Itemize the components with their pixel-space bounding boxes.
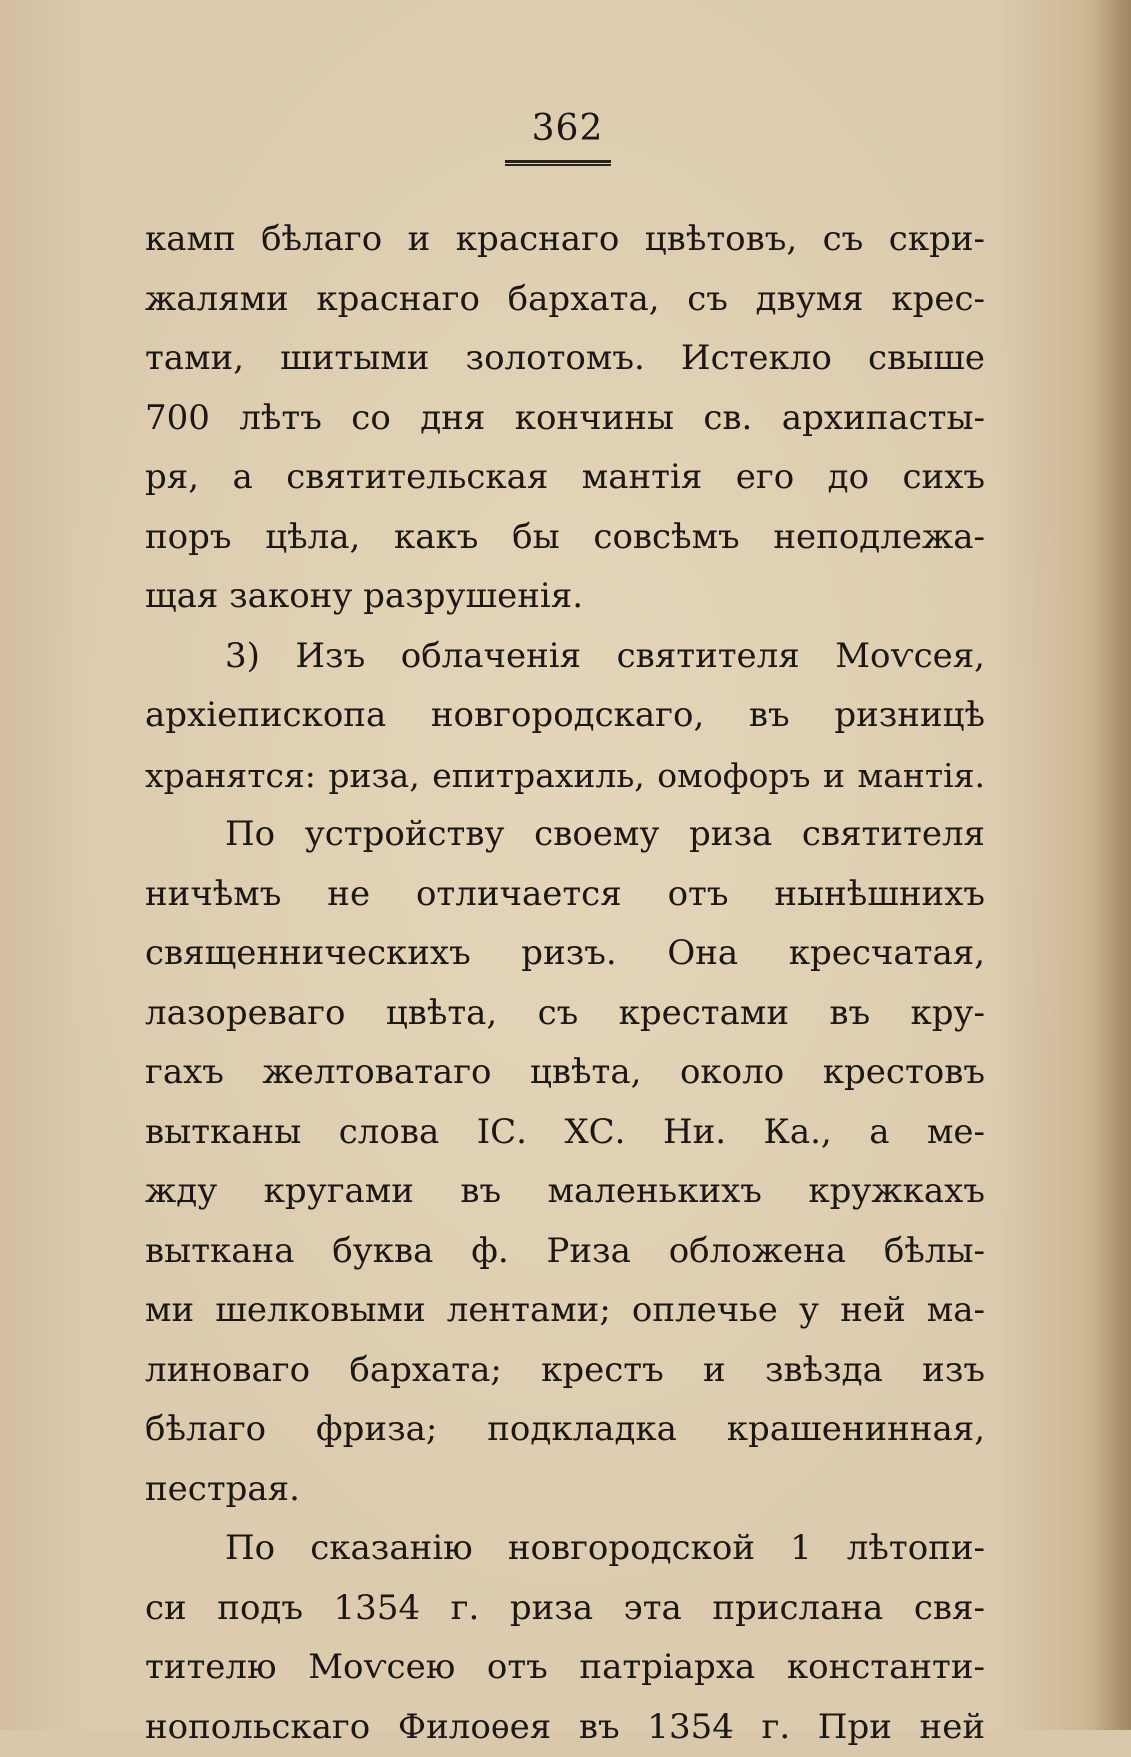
text-line: тителю Моѵсею отъ патріарха константи-	[145, 1638, 985, 1698]
text-line: 700 лѣтъ со дня кончины св. архипасты-	[145, 389, 985, 449]
text-line: По сказанію новгородской 1 лѣтопи-	[145, 1519, 985, 1579]
page-number-text: 362	[532, 108, 604, 149]
text-line: ничѣмъ не отличается отъ нынѣшнихъ	[145, 865, 985, 925]
text-line: бѣлаго фриза; подкладка крашенинная,	[145, 1400, 985, 1460]
text-line: 3) Изъ облаченія святителя Моѵсея,	[145, 627, 985, 687]
page-number	[0, 108, 1131, 149]
text-line: жду кругами въ маленькихъ кружкахъ	[145, 1162, 985, 1222]
text-line: пестрая.	[145, 1460, 985, 1520]
page-text-body	[145, 210, 985, 1757]
text-line: линоваго бархата; крестъ и звѣзда изъ	[145, 1341, 985, 1401]
page-edge-shadow	[1093, 0, 1131, 1730]
text-line: вытканы слова ІС. ХС. Ни. Ка., а ме-	[145, 1103, 985, 1163]
text-line: архіепископа новгородскаго, въ ризницѣ	[145, 686, 985, 746]
text-line: поръ цѣла, какъ бы совсѣмъ неподлежа-	[145, 508, 985, 568]
text-line: ми шелковыми лентами; оплечье у ней ма-	[145, 1281, 985, 1341]
text-line: По устройству своему риза святителя	[145, 805, 985, 865]
text-line: хранятся: риза, епитрахиль, омофоръ и мантія.	[145, 746, 985, 806]
text-line: тами, шитыми золотомъ. Истекло свыше	[145, 329, 985, 389]
text-line: священническихъ ризъ. Она кресчатая,	[145, 924, 985, 984]
text-line: жалями краснаго бархата, съ двумя крес-	[145, 270, 985, 330]
text-line: ря, а святительская мантія его до сихъ	[145, 448, 985, 508]
text-line: выткана буква ф. Риза обложена бѣлы-	[145, 1222, 985, 1282]
text-line: нопольскаго Филоѳея въ 1354 г. При ней	[145, 1698, 985, 1757]
text-line: си подъ 1354 г. риза эта прислана свя-	[145, 1579, 985, 1639]
text-line: лазореваго цвѣта, съ крестами въ кру-	[145, 984, 985, 1044]
page-number-rule	[505, 160, 611, 166]
text-line: камп бѣлаго и краснаго цвѣтовъ, съ скри-	[145, 210, 985, 270]
text-line: гахъ желтоватаго цвѣта, около крестовъ	[145, 1043, 985, 1103]
text-line: щая закону разрушенія.	[145, 567, 985, 627]
